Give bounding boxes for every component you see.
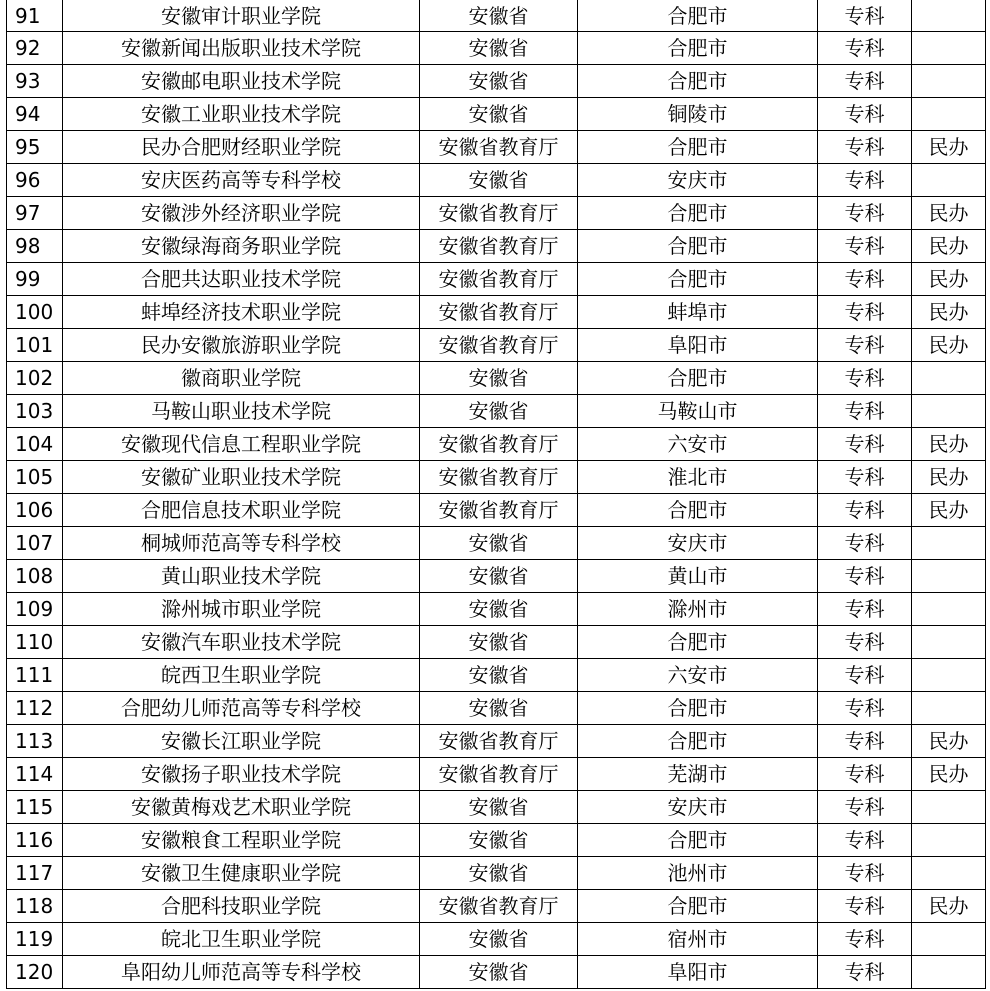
school-name-cell: 民办合肥财经职业学院 [63,131,420,164]
note-cell [912,956,986,989]
level-cell: 专科 [818,626,912,659]
level-cell: 专科 [818,923,912,956]
note-cell: 民办 [912,230,986,263]
table-row [7,758,986,791]
row-number-cell: 120 [7,956,63,989]
authority-cell: 安徽省教育厅 [420,494,578,527]
level-cell: 专科 [818,197,912,230]
table-row [7,923,986,956]
school-name-cell: 合肥科技职业学院 [63,890,420,923]
level-cell: 专科 [818,593,912,626]
school-name-cell: 安徽黄梅戏艺术职业学院 [63,791,420,824]
authority-cell: 安徽省 [420,98,578,131]
school-name-cell: 皖北卫生职业学院 [63,923,420,956]
school-name-cell: 桐城师范高等专科学校 [63,527,420,560]
table-row [7,494,986,527]
row-number-cell: 119 [7,923,63,956]
school-name-cell: 安徽新闻出版职业技术学院 [63,32,420,65]
note-cell [912,626,986,659]
note-cell [912,593,986,626]
note-cell [912,65,986,98]
row-number-cell: 94 [7,98,63,131]
school-name-cell: 合肥幼儿师范高等专科学校 [63,692,420,725]
level-cell: 专科 [818,65,912,98]
authority-cell: 安徽省教育厅 [420,230,578,263]
table-row [7,857,986,890]
note-cell: 民办 [912,890,986,923]
level-cell: 专科 [818,263,912,296]
row-number-cell: 92 [7,32,63,65]
table-row [7,98,986,131]
level-cell: 专科 [818,395,912,428]
note-cell [912,560,986,593]
row-number-cell: 102 [7,362,63,395]
level-cell: 专科 [818,527,912,560]
row-number-cell: 111 [7,659,63,692]
table-row [7,164,986,197]
table-row [7,296,986,329]
authority-cell: 安徽省教育厅 [420,263,578,296]
note-cell [912,527,986,560]
row-number-cell: 101 [7,329,63,362]
row-number-cell: 115 [7,791,63,824]
note-cell [912,98,986,131]
city-cell: 铜陵市 [578,98,818,131]
level-cell: 专科 [818,329,912,362]
table-row [7,0,986,32]
level-cell: 专科 [818,791,912,824]
authority-cell: 安徽省 [420,65,578,98]
school-name-cell: 合肥共达职业技术学院 [63,263,420,296]
school-name-cell: 滁州城市职业学院 [63,593,420,626]
authority-cell: 安徽省教育厅 [420,758,578,791]
table-row [7,362,986,395]
authority-cell: 安徽省教育厅 [420,890,578,923]
school-name-cell: 安徽现代信息工程职业学院 [63,428,420,461]
table-row [7,692,986,725]
authority-cell: 安徽省 [420,527,578,560]
level-cell: 专科 [818,659,912,692]
city-cell: 六安市 [578,659,818,692]
note-cell [912,857,986,890]
school-name-cell: 安徽粮食工程职业学院 [63,824,420,857]
authority-cell: 安徽省教育厅 [420,428,578,461]
school-name-cell: 安徽邮电职业技术学院 [63,65,420,98]
school-name-cell: 安徽矿业职业技术学院 [63,461,420,494]
level-cell: 专科 [818,0,912,32]
note-cell: 民办 [912,197,986,230]
note-cell [912,164,986,197]
row-number-cell: 110 [7,626,63,659]
row-number-cell: 112 [7,692,63,725]
row-number-cell: 97 [7,197,63,230]
school-name-cell: 安徽涉外经济职业学院 [63,197,420,230]
level-cell: 专科 [818,32,912,65]
authority-cell: 安徽省教育厅 [420,461,578,494]
level-cell: 专科 [818,461,912,494]
city-cell: 合肥市 [578,32,818,65]
table-row [7,230,986,263]
table-row [7,890,986,923]
table-row [7,824,986,857]
note-cell [912,659,986,692]
note-cell: 民办 [912,494,986,527]
city-cell: 合肥市 [578,626,818,659]
authority-cell: 安徽省 [420,956,578,989]
authority-cell: 安徽省 [420,857,578,890]
school-name-cell: 安徽工业职业技术学院 [63,98,420,131]
row-number-cell: 117 [7,857,63,890]
level-cell: 专科 [818,725,912,758]
city-cell: 合肥市 [578,362,818,395]
row-number-cell: 91 [7,0,63,32]
table-row [7,659,986,692]
level-cell: 专科 [818,362,912,395]
authority-cell: 安徽省教育厅 [420,131,578,164]
city-cell: 蚌埠市 [578,296,818,329]
city-cell: 合肥市 [578,692,818,725]
city-cell: 合肥市 [578,0,818,32]
level-cell: 专科 [818,296,912,329]
level-cell: 专科 [818,857,912,890]
school-name-cell: 安徽汽车职业技术学院 [63,626,420,659]
level-cell: 专科 [818,890,912,923]
authority-cell: 安徽省 [420,593,578,626]
city-cell: 安庆市 [578,527,818,560]
authority-cell: 安徽省教育厅 [420,296,578,329]
row-number-cell: 105 [7,461,63,494]
college-list-table [6,0,986,989]
city-cell: 合肥市 [578,890,818,923]
level-cell: 专科 [818,131,912,164]
school-name-cell: 安徽卫生健康职业学院 [63,857,420,890]
table-row [7,956,986,989]
city-cell: 合肥市 [578,725,818,758]
table-row [7,725,986,758]
row-number-cell: 118 [7,890,63,923]
level-cell: 专科 [818,956,912,989]
authority-cell: 安徽省教育厅 [420,329,578,362]
school-name-cell: 合肥信息技术职业学院 [63,494,420,527]
authority-cell: 安徽省 [420,0,578,32]
row-number-cell: 103 [7,395,63,428]
city-cell: 宿州市 [578,923,818,956]
city-cell: 滁州市 [578,593,818,626]
authority-cell: 安徽省 [420,923,578,956]
note-cell [912,362,986,395]
row-number-cell: 114 [7,758,63,791]
table-body [7,0,986,989]
authority-cell: 安徽省教育厅 [420,197,578,230]
row-number-cell: 113 [7,725,63,758]
note-cell: 民办 [912,263,986,296]
authority-cell: 安徽省 [420,32,578,65]
school-name-cell: 安徽扬子职业技术学院 [63,758,420,791]
row-number-cell: 100 [7,296,63,329]
authority-cell: 安徽省 [420,692,578,725]
table-row [7,263,986,296]
row-number-cell: 98 [7,230,63,263]
level-cell: 专科 [818,824,912,857]
row-number-cell: 95 [7,131,63,164]
city-cell: 合肥市 [578,824,818,857]
city-cell: 合肥市 [578,263,818,296]
table-row [7,593,986,626]
school-name-cell: 徽商职业学院 [63,362,420,395]
note-cell: 民办 [912,428,986,461]
table-row [7,395,986,428]
authority-cell: 安徽省 [420,626,578,659]
city-cell: 六安市 [578,428,818,461]
city-cell: 阜阳市 [578,329,818,362]
note-cell [912,0,986,32]
city-cell: 淮北市 [578,461,818,494]
row-number-cell: 116 [7,824,63,857]
authority-cell: 安徽省 [420,824,578,857]
city-cell: 池州市 [578,857,818,890]
city-cell: 合肥市 [578,131,818,164]
school-name-cell: 民办安徽旅游职业学院 [63,329,420,362]
note-cell [912,692,986,725]
authority-cell: 安徽省 [420,164,578,197]
school-name-cell: 安徽绿海商务职业学院 [63,230,420,263]
level-cell: 专科 [818,692,912,725]
school-name-cell: 蚌埠经济技术职业学院 [63,296,420,329]
row-number-cell: 108 [7,560,63,593]
city-cell: 阜阳市 [578,956,818,989]
level-cell: 专科 [818,230,912,263]
table-row [7,626,986,659]
row-number-cell: 109 [7,593,63,626]
authority-cell: 安徽省 [420,362,578,395]
row-number-cell: 99 [7,263,63,296]
authority-cell: 安徽省教育厅 [420,725,578,758]
level-cell: 专科 [818,560,912,593]
school-name-cell: 安庆医药高等专科学校 [63,164,420,197]
table-row [7,32,986,65]
school-name-cell: 阜阳幼儿师范高等专科学校 [63,956,420,989]
note-cell: 民办 [912,461,986,494]
city-cell: 马鞍山市 [578,395,818,428]
authority-cell: 安徽省 [420,791,578,824]
city-cell: 安庆市 [578,164,818,197]
note-cell: 民办 [912,725,986,758]
note-cell [912,791,986,824]
note-cell [912,395,986,428]
note-cell: 民办 [912,329,986,362]
city-cell: 安庆市 [578,791,818,824]
row-number-cell: 93 [7,65,63,98]
level-cell: 专科 [818,758,912,791]
authority-cell: 安徽省 [420,560,578,593]
city-cell: 合肥市 [578,230,818,263]
city-cell: 合肥市 [578,65,818,98]
table-row [7,197,986,230]
authority-cell: 安徽省 [420,659,578,692]
table-row [7,527,986,560]
table-row [7,329,986,362]
city-cell: 芜湖市 [578,758,818,791]
city-cell: 合肥市 [578,197,818,230]
note-cell [912,824,986,857]
table-row [7,560,986,593]
table-row [7,65,986,98]
school-name-cell: 皖西卫生职业学院 [63,659,420,692]
level-cell: 专科 [818,428,912,461]
city-cell: 合肥市 [578,494,818,527]
row-number-cell: 96 [7,164,63,197]
table-row [7,791,986,824]
note-cell: 民办 [912,758,986,791]
row-number-cell: 104 [7,428,63,461]
school-name-cell: 安徽审计职业学院 [63,0,420,32]
school-name-cell: 黄山职业技术学院 [63,560,420,593]
table-row [7,461,986,494]
level-cell: 专科 [818,164,912,197]
table-row [7,428,986,461]
school-name-cell: 安徽长江职业学院 [63,725,420,758]
table-row [7,131,986,164]
row-number-cell: 106 [7,494,63,527]
city-cell: 黄山市 [578,560,818,593]
level-cell: 专科 [818,98,912,131]
note-cell: 民办 [912,296,986,329]
level-cell: 专科 [818,494,912,527]
note-cell: 民办 [912,131,986,164]
authority-cell: 安徽省 [420,395,578,428]
row-number-cell: 107 [7,527,63,560]
note-cell [912,923,986,956]
note-cell [912,32,986,65]
school-name-cell: 马鞍山职业技术学院 [63,395,420,428]
